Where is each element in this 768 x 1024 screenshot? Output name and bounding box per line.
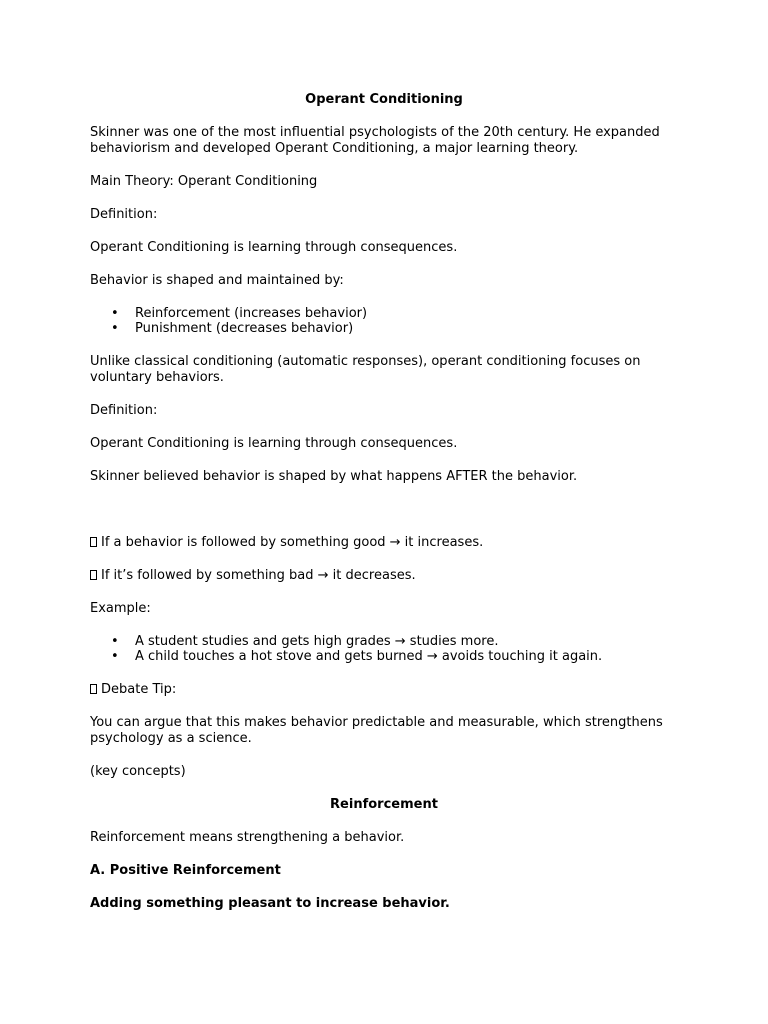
missing-glyph-icon: [90, 684, 97, 694]
document-title: Operant Conditioning: [305, 92, 463, 107]
skinner-believed-line: Skinner believed behavior is shaped by what happens AFTER the behavior.: [90, 468, 578, 484]
bad-consequence-text: If it’s followed by something bad → it decreases.: [101, 567, 416, 583]
list-item: • Punishment (decreases behavior): [135, 321, 678, 337]
missing-glyph-icon: [90, 570, 97, 580]
shaped-intro: Behavior is shaped and maintained by:: [90, 272, 344, 288]
good-consequence-line: [90, 535, 678, 551]
good-consequence-text: If a behavior is followed by something good → it increases.: [101, 534, 484, 550]
example-label: Example:: [90, 600, 151, 616]
definition-text: Operant Conditioning is learning through consequences.: [90, 239, 458, 255]
document-page: [90, 92, 678, 929]
bad-consequence-line: [90, 568, 678, 584]
list-item: • A student studies and gets high grades → studies more.: [135, 634, 678, 650]
definition-text: Operant Conditioning is learning through consequences.: [90, 435, 458, 451]
intro-paragraph: Skinner was one of the most influential psychologists of the 20th century. He expanded behaviorism and developed Operant Conditioning, a major learning theory.: [90, 125, 660, 156]
definition-label: Definition:: [90, 206, 158, 222]
missing-glyph-icon: [90, 537, 97, 547]
positive-reinforcement-heading: A. Positive Reinforcement: [90, 862, 281, 878]
example-list: [90, 634, 678, 665]
list-item: • A child touches a hot stove and gets burned → avoids touching it again.: [135, 649, 678, 665]
shaped-list: [90, 306, 678, 337]
debate-tip-text: You can argue that this makes behavior predictable and measurable, which strengthens psychology as a science.: [90, 715, 663, 746]
reinforcement-text: Reinforcement means strengthening a behavior.: [90, 829, 405, 845]
definition-label: Definition:: [90, 402, 158, 418]
debate-tip-label: Debate Tip:: [101, 682, 177, 697]
reinforcement-heading: Reinforcement: [330, 796, 438, 812]
main-theory-line: Main Theory: Operant Conditioning: [90, 173, 318, 189]
blank-spacer: [90, 502, 678, 535]
debate-tip-line: [90, 682, 678, 698]
list-item: • Reinforcement (increases behavior): [135, 306, 678, 322]
unlike-classical-paragraph: Unlike classical conditioning (automatic responses), operant conditioning focuses on voluntary behaviors.: [90, 354, 641, 385]
positive-reinforcement-text: Adding something pleasant to increase behavior.: [90, 895, 450, 911]
key-concepts-line: (key concepts): [90, 763, 186, 779]
